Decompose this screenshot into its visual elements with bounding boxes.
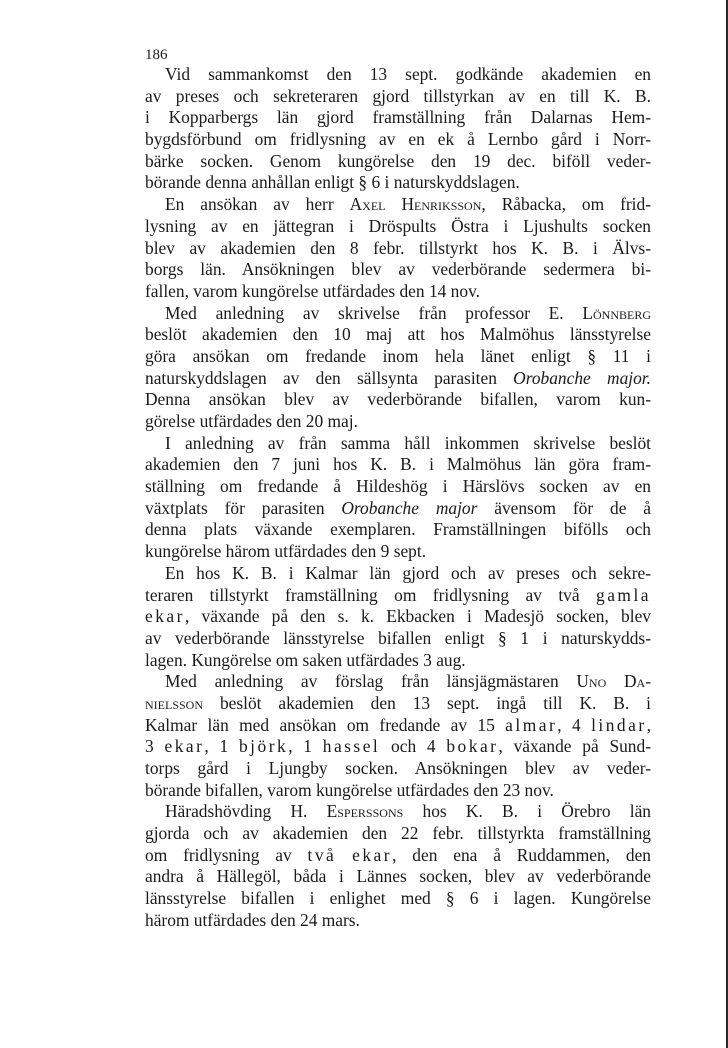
text-line: nielsson beslöt akademien den 13 sept. ingå till K. B. i — [145, 692, 651, 713]
text-line: av preses och sekreteraren gjord tillstyrkan av en till K. B. — [145, 85, 651, 106]
spaced-word: björk — [238, 736, 289, 757]
text-line: denna plats växande exemplaren. Framställningen bifölls och — [145, 519, 651, 540]
spaced-word: ekar — [352, 844, 393, 865]
spaced-word: lindar — [591, 714, 647, 735]
text-line: torps gård i Ljungby socken. Ansökningen blev av veder- — [145, 758, 651, 778]
spaced-word: hassel — [322, 736, 381, 757]
spaced-word: gamla — [596, 584, 651, 605]
text-line: En ansökan av herr Axel Henriksson, Råbacka, om frid- — [165, 194, 651, 215]
text-line: gjorda och av akademien den 22 febr. tillstyrkta framställning — [145, 823, 651, 844]
text-line: Med anledning av förslag från länsjägmästaren Uno Da- — [165, 671, 651, 692]
text-line: länsstyrelse bifallen i enlighet med § 6 i lagen. Kungörelse — [145, 888, 651, 909]
text-line: 3 ekar, 1 björk, 1 hassel och 4 bokar, växande på Sund- — [145, 736, 651, 757]
person-name: nielsson — [145, 692, 204, 713]
person-name: Axel Henriksson — [349, 194, 482, 215]
text-line: ekar, växande på den s. k. Ekbacken i Madesjö socken, blev — [145, 606, 651, 627]
species-name: Orobanche major. — [513, 367, 651, 388]
text-line: göra ansökan om fredande inom hela länet enligt § 11 i — [145, 345, 651, 366]
text-line: teraren tillstyrkt framställning om fridlysning av två gamla — [145, 584, 651, 605]
person-name: Esperssons — [326, 801, 404, 822]
text-line: fallen, varom kungörelse utfärdades den 14 nov. — [145, 280, 480, 301]
text-line: görelse utfärdades den 20 maj. — [145, 411, 358, 431]
species-name: Orobanche major — [341, 497, 478, 518]
text-line: akademien den 7 juni hos K. B. i Malmöhus län göra fram- — [145, 454, 651, 475]
spaced-word: två — [307, 844, 337, 865]
text-line: Med anledning av skrivelse från professor E. Lönnberg — [165, 302, 651, 323]
text-line: Vid sammankomst den 13 sept. godkände akademien en — [165, 64, 651, 84]
text-line: i Kopparbergs län gjord framställning från Dalarnas Hem- — [145, 107, 651, 128]
text-line: kungörelse härom utfärdades den 9 sept. — [145, 541, 427, 562]
text-line: börande bifallen, varom kungörelse utfärdades den 23 nov. — [145, 779, 554, 800]
text-line: härom utfärdades den 24 mars. — [145, 909, 360, 930]
text-line: ställning om fredande å Hildeshög i Härslövs socken av en — [145, 476, 651, 497]
spaced-word: almar — [505, 714, 558, 735]
text-line: borgs län. Ansökningen blev av vederbörande sedermera bi- — [145, 259, 651, 280]
spaced-word: ekar — [164, 736, 205, 757]
text-line: Kalmar län med ansökan om fredande av 15 almar, 4 lindar, — [145, 714, 651, 735]
text-line: Denna ansökan blev av vederbörande bifallen, varom kun- — [145, 389, 651, 410]
text-line: börande denna anhållan enligt § 6 i naturskyddslagen. — [145, 172, 520, 193]
text-line: naturskyddslagen av den sällsynta parasiten Orobanche major. — [145, 367, 651, 388]
person-name: Uno Da- — [576, 671, 651, 692]
text-line: lysning av en jättegran i Dröspults Östra i Ljushults socken — [145, 215, 651, 236]
spaced-word: bokar — [446, 736, 499, 757]
text-line: Häradshövding H. Esperssons hos K. B. i Örebro län — [165, 801, 651, 822]
spaced-word: ekar — [145, 606, 185, 627]
text-line: bärke socken. Genom kungörelse den 19 dec. biföll veder- — [145, 150, 651, 171]
text-line: om fridlysning av två ekar, den ena å Ruddammen, den — [145, 844, 651, 865]
person-name: Lönnberg — [582, 302, 651, 323]
text-line: blev av akademien den 8 febr. tillstyrkt hos K. B. i Älvs- — [145, 237, 651, 258]
text-line: växtplats för parasiten Orobanche major ävensom för de å — [145, 497, 651, 518]
text-line: bygdsförbund om fridlysning av en ek å Lernbo gård i Norr- — [145, 129, 651, 150]
text-line: En hos K. B. i Kalmar län gjord och av preses och sekre- — [165, 562, 651, 583]
text-line: beslöt akademien den 10 maj att hos Malmöhus länsstyrelse — [145, 324, 651, 345]
text-line: andra å Hällegöl, båda i Lännes socken, blev av vederbörande — [145, 866, 651, 887]
text-line: lagen. Kungörelse om saken utfärdades 3 aug. — [145, 649, 466, 670]
page-number: 186 — [145, 47, 168, 63]
text-line: I anledning av från samma håll inkommen skrivelse beslöt — [165, 432, 651, 453]
body-text — [145, 64, 651, 932]
text-line: av vederbörande länsstyrelse bifallen enligt § 1 i naturskydds- — [145, 627, 651, 648]
